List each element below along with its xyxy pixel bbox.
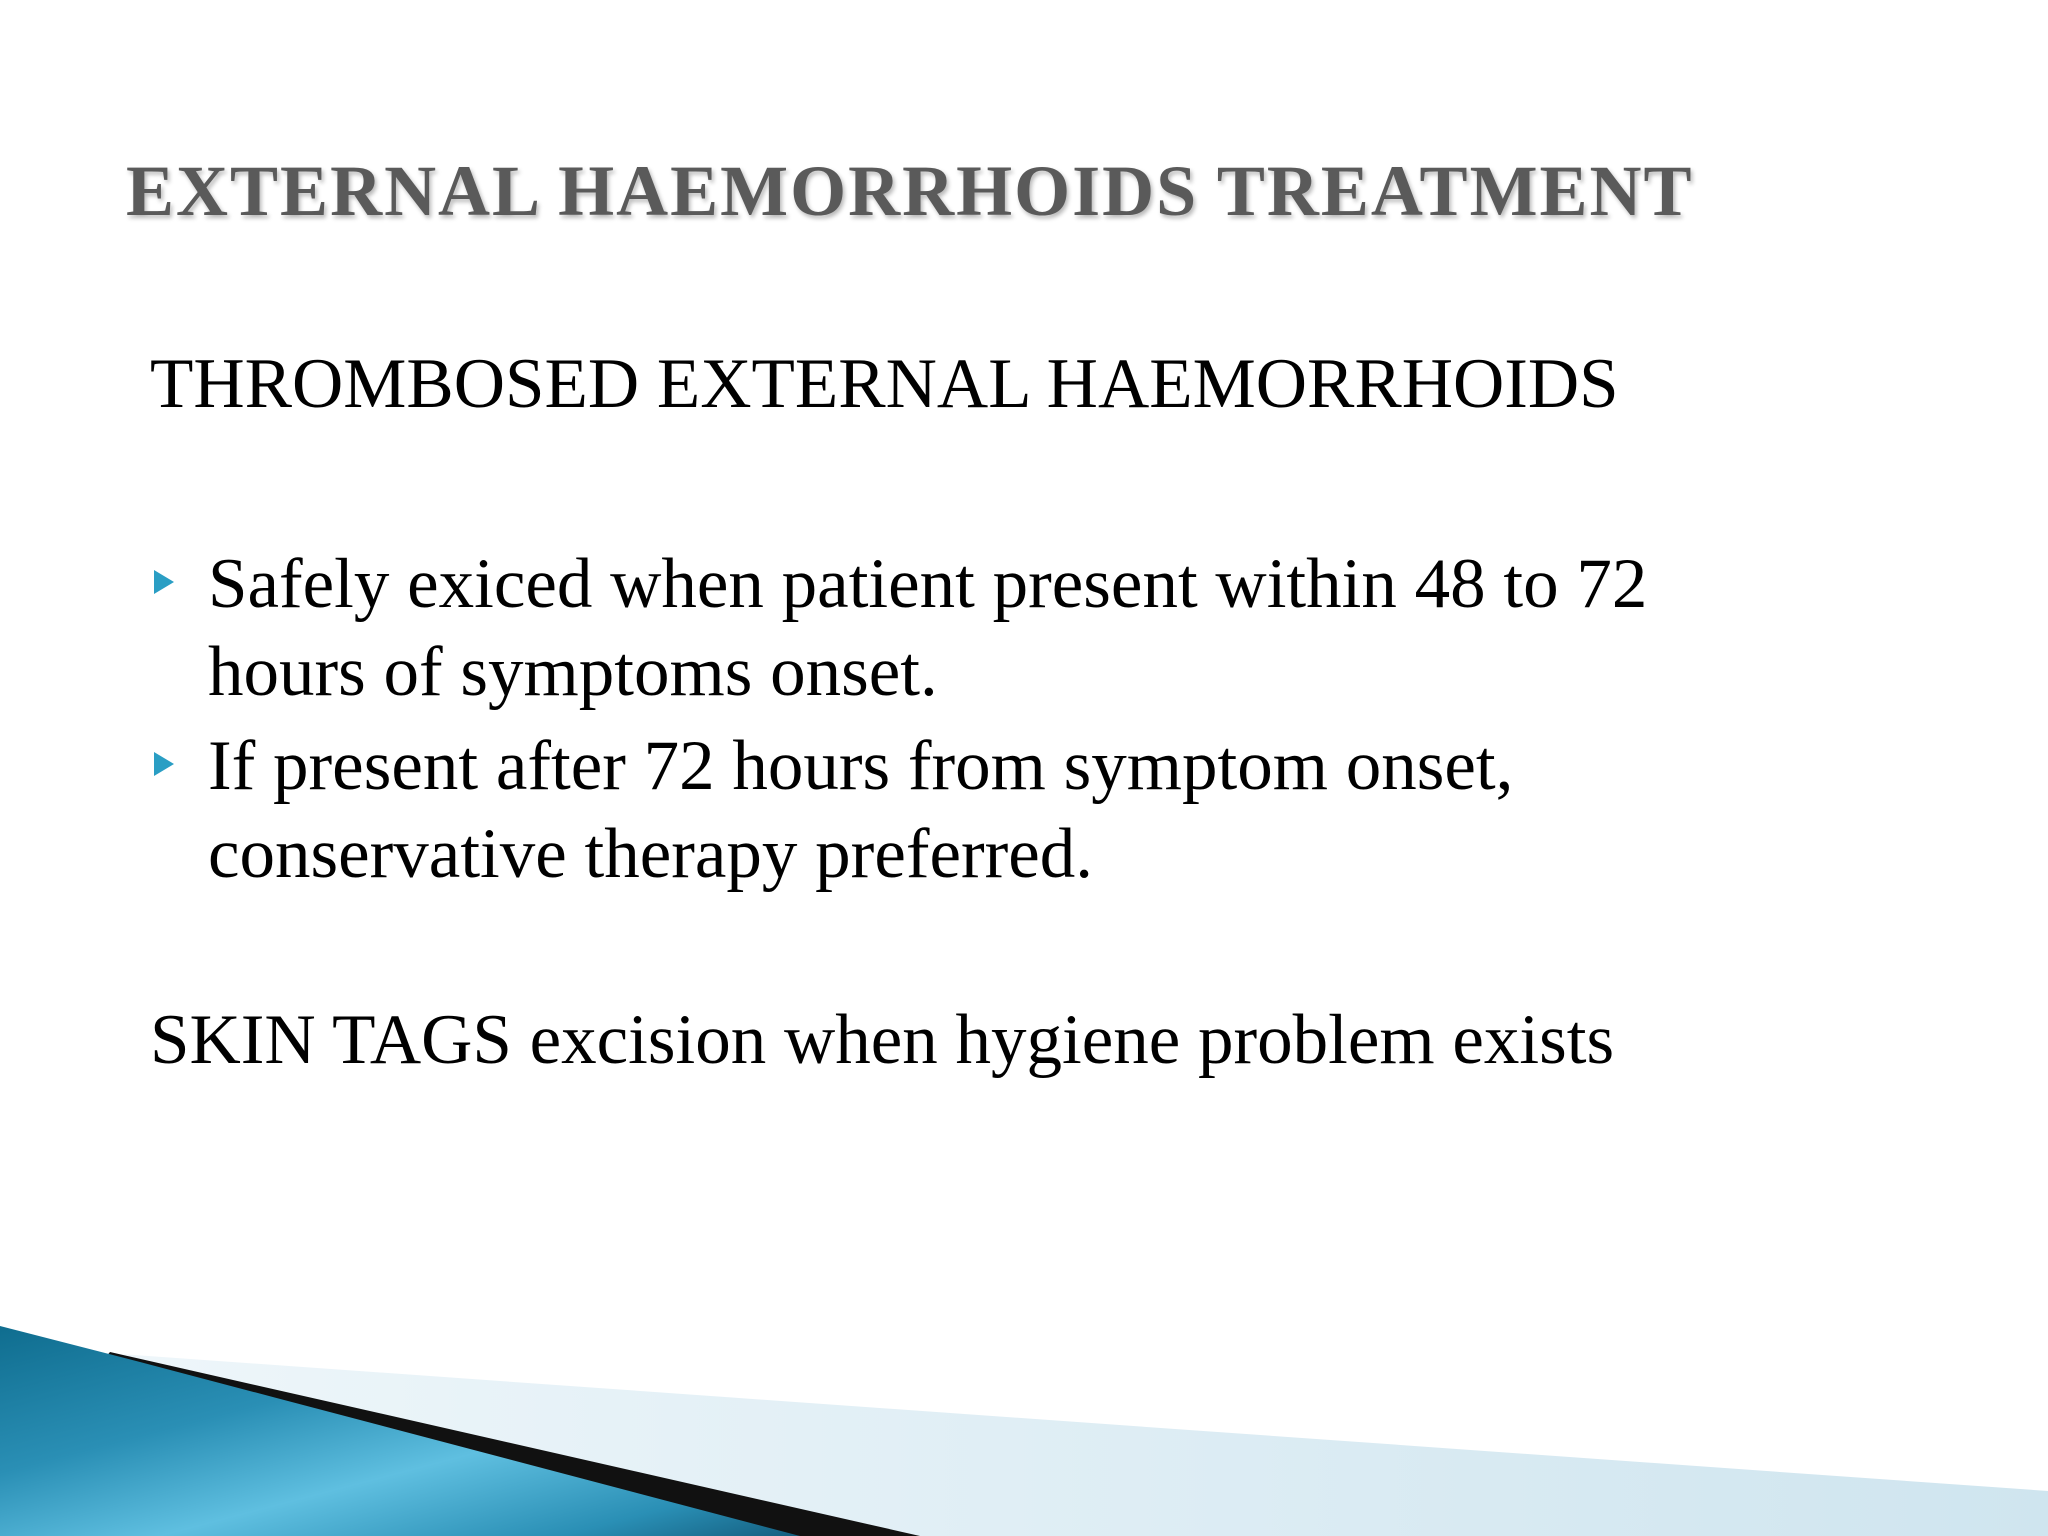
- list-item: [150, 540, 1647, 716]
- bullet-text-line: conservative therapy preferred.: [208, 815, 1094, 893]
- corner-decoration: [0, 1276, 2048, 1536]
- slide-title: EXTERNAL HAEMORRHOIDS TREATMENT: [126, 151, 1694, 231]
- section-heading-thrombosed: THROMBOSED EXTERNAL HAEMORRHOIDS: [150, 345, 1619, 423]
- list-item: [150, 722, 1647, 898]
- skin-tags-text: SKIN TAGS excision when hygiene problem exists: [150, 1001, 1615, 1079]
- bullet-text-line: Safely exiced when patient present within 48 to 72: [208, 545, 1648, 623]
- bullet-arrow-icon: [154, 752, 174, 776]
- bullet-list: [150, 540, 1647, 904]
- bullet-arrow-icon: [154, 570, 174, 594]
- bullet-text-line: hours of symptoms onset.: [208, 633, 938, 711]
- bullet-text-line: If present after 72 hours from symptom onset,: [208, 727, 1514, 805]
